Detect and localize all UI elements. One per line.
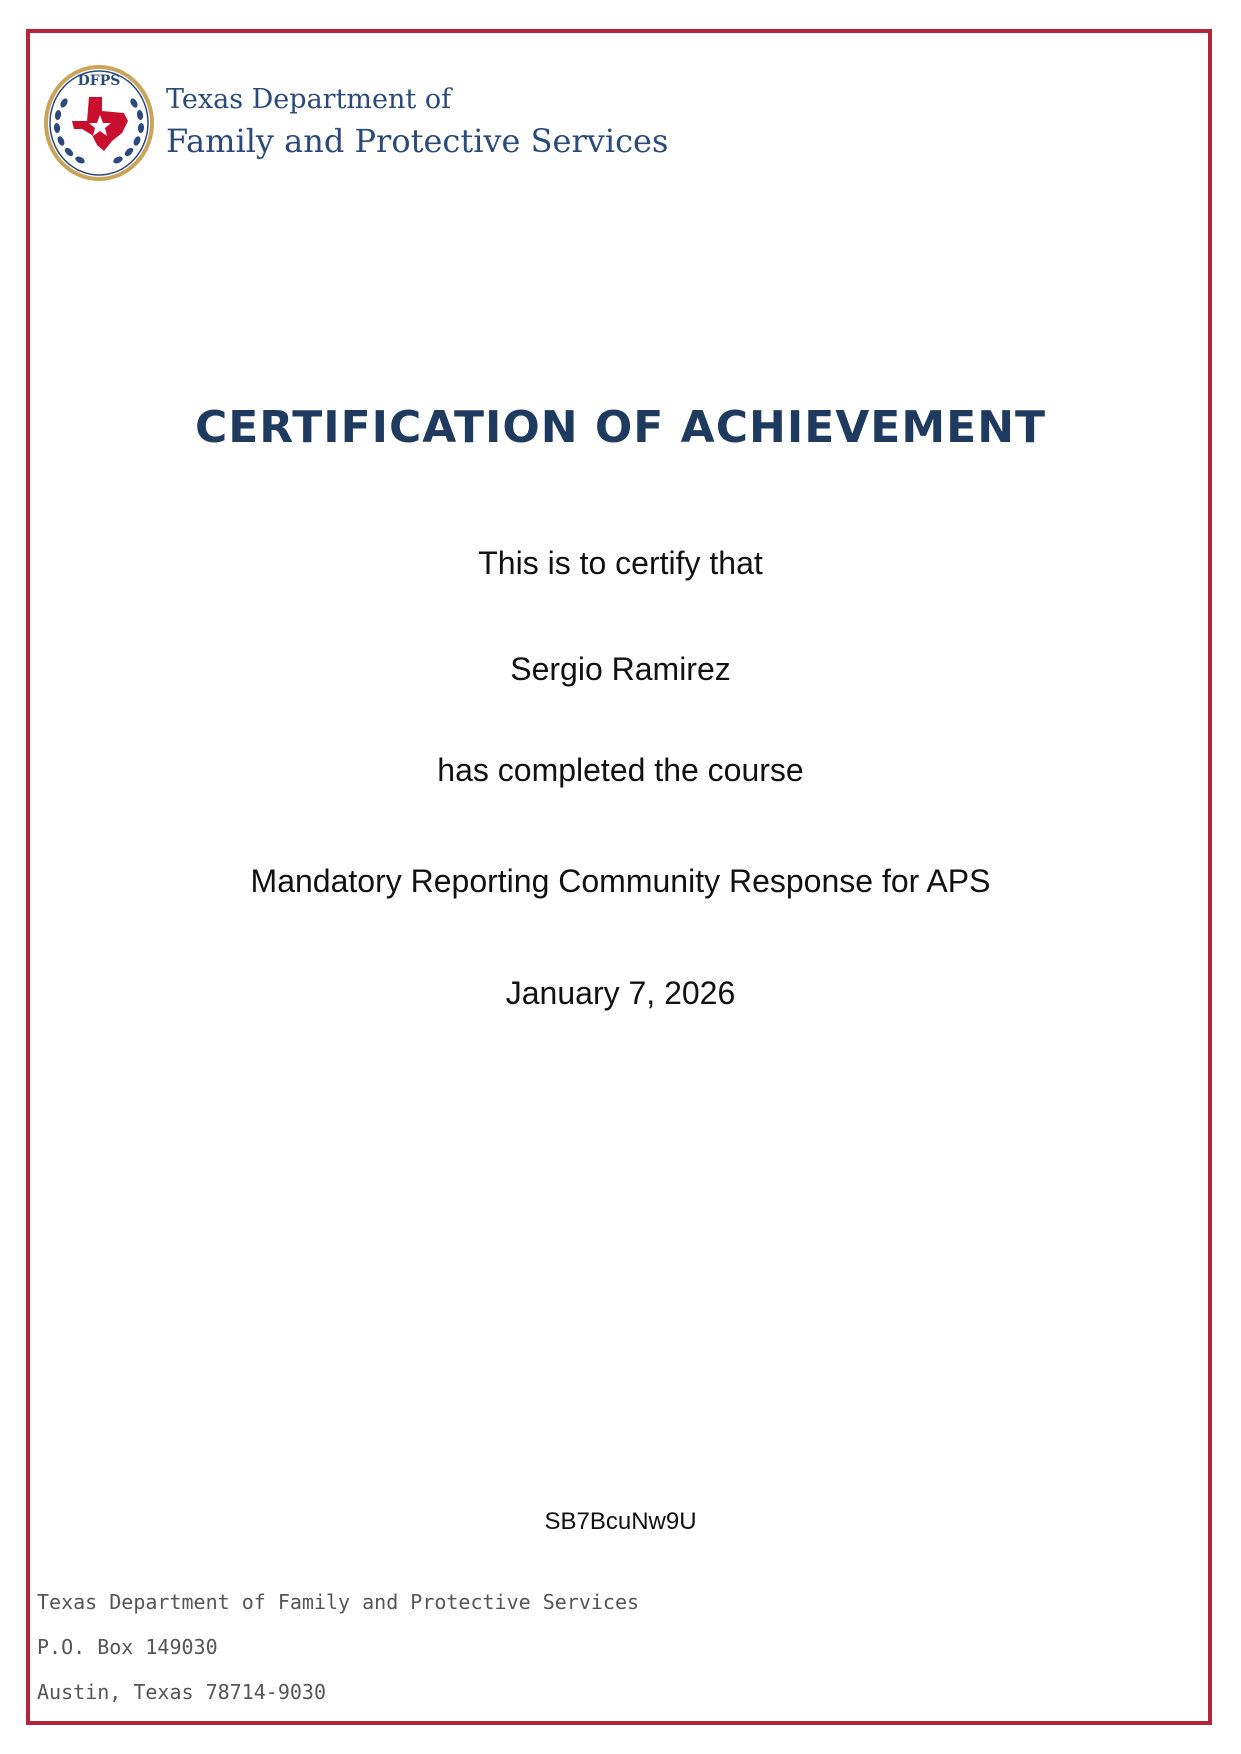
completed-text: has completed the course <box>437 752 804 788</box>
org-name-line1: Texas Department of <box>166 84 452 115</box>
dfps-seal-logo <box>42 63 156 183</box>
footer-address-line3: Austin, Texas 78714-9030 <box>37 1680 326 1704</box>
svg-text:DFPS: DFPS <box>77 73 121 89</box>
footer-address-line2: P.O. Box 149030 <box>37 1635 218 1659</box>
recipient-name: Sergio Ramirez <box>510 651 731 687</box>
certificate-title: CERTIFICATION OF ACHIEVEMENT <box>194 402 1047 453</box>
certify-text: This is to certify that <box>478 545 763 581</box>
org-name-line2: Family and Protective Services <box>166 122 669 160</box>
footer-address-line1: Texas Department of Family and Protective Services <box>37 1590 640 1614</box>
completion-date: January 7, 2026 <box>505 975 736 1011</box>
certificate-code: SB7BcuNw9U <box>544 1508 697 1535</box>
course-name: Mandatory Reporting Community Response for APS <box>250 863 991 899</box>
